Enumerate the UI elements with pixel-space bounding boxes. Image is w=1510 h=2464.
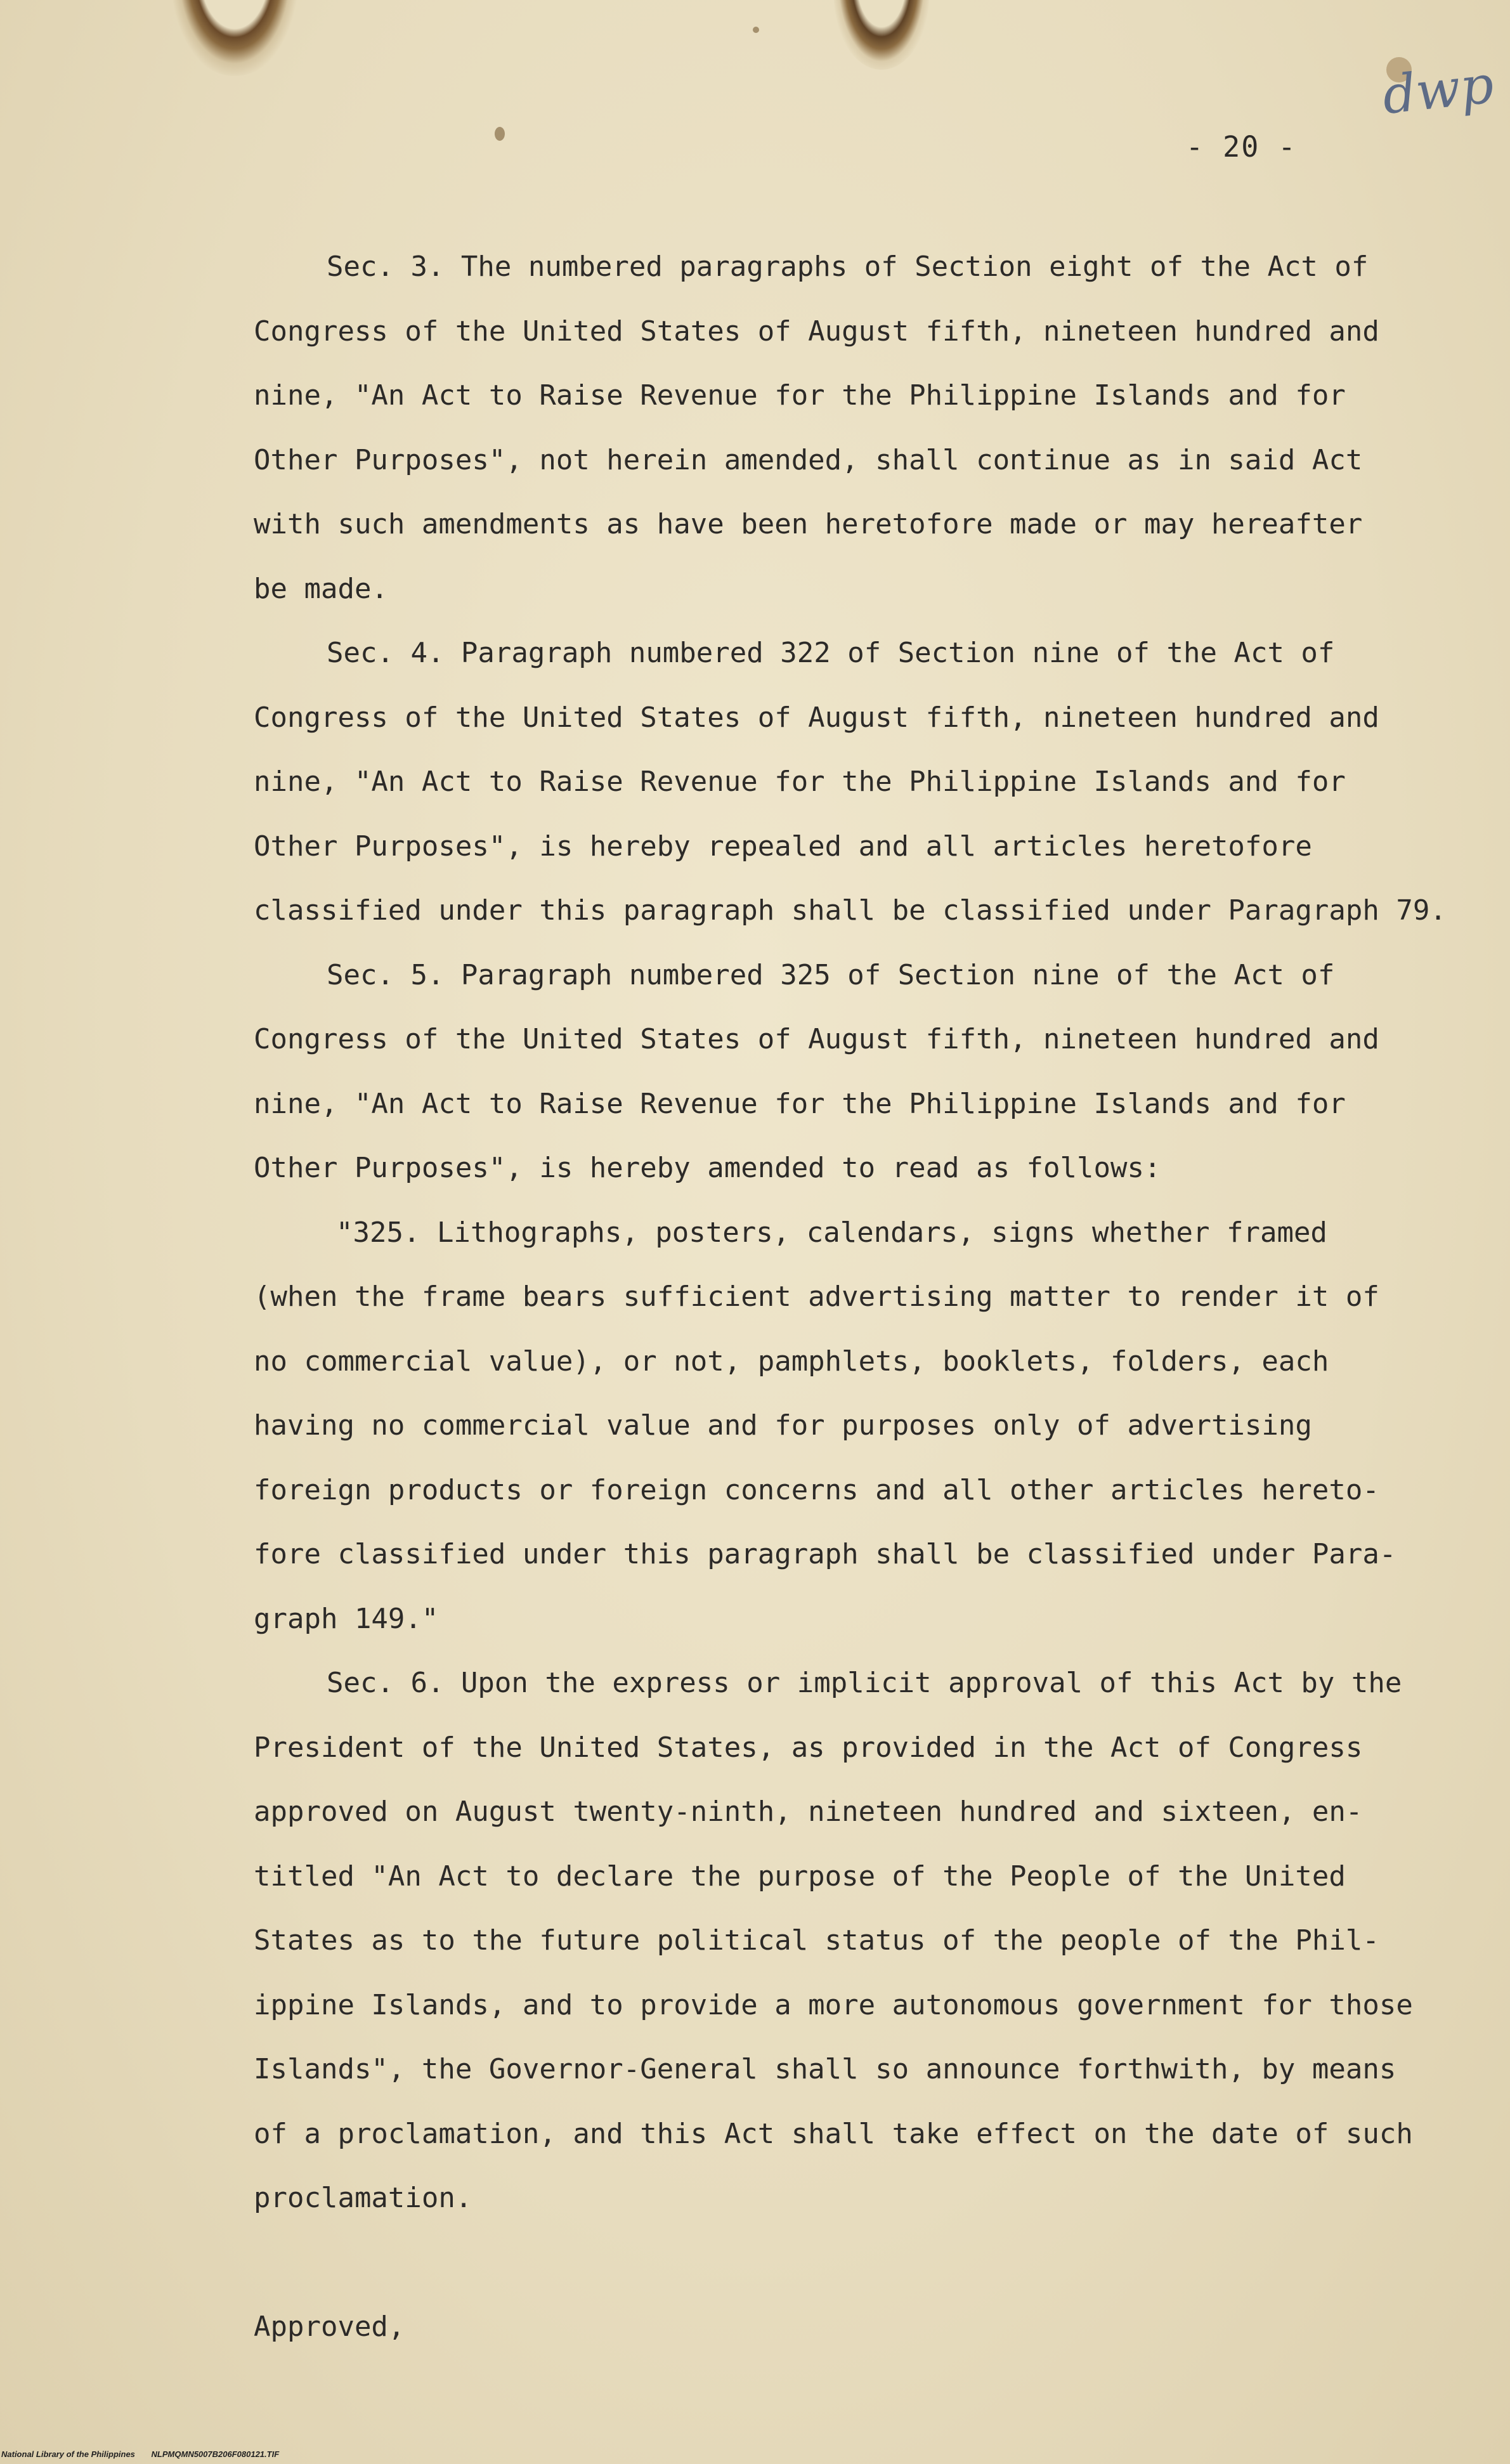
text-line: foreign products or foreign concerns and all other articles hereto- <box>254 1473 1379 1506</box>
text-line: Islands", the Governor-General shall so announce forthwith, by means <box>254 2053 1396 2085</box>
stain-speck <box>753 27 759 33</box>
footer-library-label: National Library of the Philippines <box>1 2449 135 2459</box>
text-line: nine, "An Act to Raise Revenue for the Philippine Islands and for <box>254 1087 1346 1120</box>
stain-speck <box>495 127 505 141</box>
text-line: Sec. 6. Upon the express or implicit approval of this Act by the <box>327 1667 1402 1699</box>
text-line: Sec. 3. The numbered paragraphs of Section eight of the Act of <box>327 251 1369 283</box>
text-line: titled "An Act to declare the purpose of the People of the United <box>254 1860 1346 1893</box>
text-line: with such amendments as have been heretofore made or may hereafter <box>254 508 1363 540</box>
text-line: (when the frame bears sufficient advertising matter to render it of <box>254 1281 1379 1313</box>
text-line: Sec. 5. Paragraph numbered 325 of Section nine of the Act of <box>327 958 1335 991</box>
text-line: of a proclamation, and this Act shall take effect on the date of such <box>254 2117 1413 2150</box>
text-line: Other Purposes", is hereby repealed and all articles heretofore <box>254 830 1312 863</box>
burn-mark <box>171 0 298 76</box>
text-line: having no commercial value and for purposes only of advertising <box>254 1409 1312 1442</box>
text-line: be made. <box>254 572 388 605</box>
text-line: Congress of the United States of August fifth, nineteen hundred and <box>254 701 1379 734</box>
text-line: Other Purposes", not herein amended, shall continue as in said Act <box>254 443 1363 476</box>
text-line: approved on August twenty-ninth, nineteen hundred and sixteen, en- <box>254 1796 1363 1828</box>
text-line: Sec. 4. Paragraph numbered 322 of Section nine of the Act of <box>327 637 1335 669</box>
footer <box>1 2449 293 2459</box>
page-number: - 20 - <box>1186 130 1297 164</box>
handwritten-note: dwp <box>1379 55 1497 126</box>
text-line: proclamation. <box>254 2182 472 2214</box>
footer-file-id: NLPMQMN5007B206F080121.TIF <box>151 2449 280 2459</box>
text-line: President of the United States, as provided in the Act of Congress <box>254 1731 1363 1764</box>
text-line: Other Purposes", is hereby amended to read as follows: <box>254 1152 1161 1184</box>
text-line: ippine Islands, and to provide a more autonomous government for those <box>254 1988 1413 2021</box>
text-line: no commercial value), or not, pamphlets, booklets, folders, each <box>254 1345 1329 1378</box>
text-line: nine, "An Act to Raise Revenue for the Philippine Islands and for <box>254 766 1346 798</box>
text-line: States as to the future political status of the people of the Phil- <box>254 1924 1379 1957</box>
text-line: fore classified under this paragraph shall be classified under Para- <box>254 1538 1396 1570</box>
text-line <box>254 2231 1395 2295</box>
document-body <box>254 235 1447 2359</box>
text-line: nine, "An Act to Raise Revenue for the Philippine Islands and for <box>254 379 1346 412</box>
text-line: graph 149." <box>254 1602 439 1635</box>
text-line: Congress of the United States of August fifth, nineteen hundred and <box>254 1023 1379 1055</box>
text-line: Approved, <box>254 2311 405 2343</box>
text-line: "325. Lithographs, posters, calendars, signs whether framed <box>336 1216 1327 1249</box>
text-line: Congress of the United States of August fifth, nineteen hundred and <box>254 315 1379 348</box>
text-line: classified under this paragraph shall be classified under Paragraph 79. <box>254 894 1447 927</box>
burn-mark <box>834 0 929 70</box>
